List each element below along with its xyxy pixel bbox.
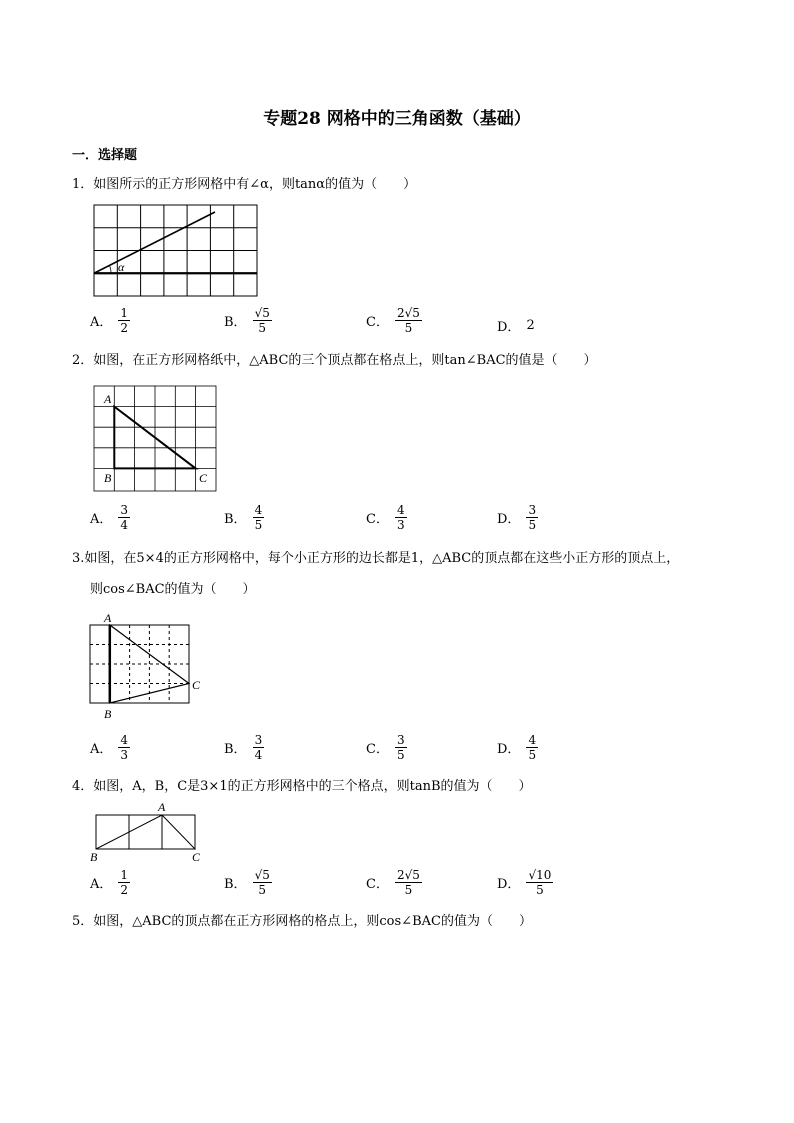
question-2-stem: 2．如图，在正方形网格纸中，△ABC的三个顶点都在格点上，则tan∠BAC的值是（ ）	[72, 353, 597, 368]
section-heading: 一．选择题	[72, 148, 138, 163]
slanted-ray	[94, 212, 215, 273]
question-1-stem: 1．如图所示的正方形网格中有∠α，则tanα的值为（ ）	[72, 177, 417, 192]
page-title: 专题28 网格中的三角函数（基础）	[263, 109, 531, 129]
question-2-grid-figure	[90, 383, 220, 493]
question-1-choice-b[interactable]: B． $\frac{√5}{5}$	[224, 306, 270, 335]
question-4-choice-b[interactable]: B． $\frac{√5}{5}$	[224, 868, 270, 897]
question-3-choice-a[interactable]: A． $\frac{4}{3}$	[90, 733, 129, 762]
question-4-stem: 4．如图，A，B，C是3×1的正方形网格中的三个格点，则tanB的值为（ ）	[72, 779, 532, 794]
vertex-a-label: A	[104, 392, 112, 406]
vertex-c-label: C	[199, 471, 208, 485]
vertex-c-label: C	[192, 850, 201, 864]
vertex-b-label: B	[104, 707, 112, 721]
question-3-choice-b[interactable]: B． $\frac{3}{4}$	[224, 733, 263, 762]
question-1-choice-d[interactable]: D． 2	[497, 318, 535, 335]
triangle-abc	[96, 815, 195, 849]
vertex-b-label: B	[104, 471, 112, 485]
vertex-a-label: A	[104, 611, 112, 625]
question-3-choice-d[interactable]: D． $\frac{4}{5}$	[497, 733, 537, 762]
question-3-grid-figure	[86, 610, 208, 722]
question-5-stem: 5．如图，△ABC的顶点都在正方形网格的格点上，则cos∠BAC的值为（ ）	[72, 914, 532, 929]
question-1-choice-c[interactable]: C． $\frac{2√5}{5}$	[366, 306, 420, 335]
angle-alpha-label: α	[118, 260, 125, 274]
question-4-choice-c[interactable]: C． $\frac{2√5}{5}$	[366, 868, 420, 897]
question-3-stem-line-1: 3.如图，在5×4的正方形网格中，每个小正方形的边长都是1，△ABC的顶点都在这些小正方形的顶点上，	[72, 551, 680, 566]
question-3-stem-line-2: 则cos∠BAC的值为（ ）	[90, 582, 256, 597]
vertex-b-label: B	[90, 850, 98, 864]
question-1-choice-a[interactable]: A． $\frac{1}{2}$	[90, 306, 129, 335]
question-2-choice-b[interactable]: B． $\frac{4}{5}$	[224, 503, 263, 532]
question-2-choice-d[interactable]: D． $\frac{3}{5}$	[497, 503, 537, 532]
vertex-a-label: A	[158, 800, 166, 814]
question-4-choice-a[interactable]: A． $\frac{1}{2}$	[90, 868, 129, 897]
question-3-choice-c[interactable]: C． $\frac{3}{5}$	[366, 733, 405, 762]
question-1-grid-figure	[93, 204, 259, 298]
question-2-choice-c[interactable]: C． $\frac{4}{3}$	[366, 503, 405, 532]
question-4-choice-d[interactable]: D． $\frac{√10}{5}$	[497, 868, 552, 897]
question-4-grid-figure	[88, 800, 206, 866]
question-2-choice-a[interactable]: A． $\frac{3}{4}$	[90, 503, 129, 532]
vertex-c-label: C	[192, 678, 201, 692]
